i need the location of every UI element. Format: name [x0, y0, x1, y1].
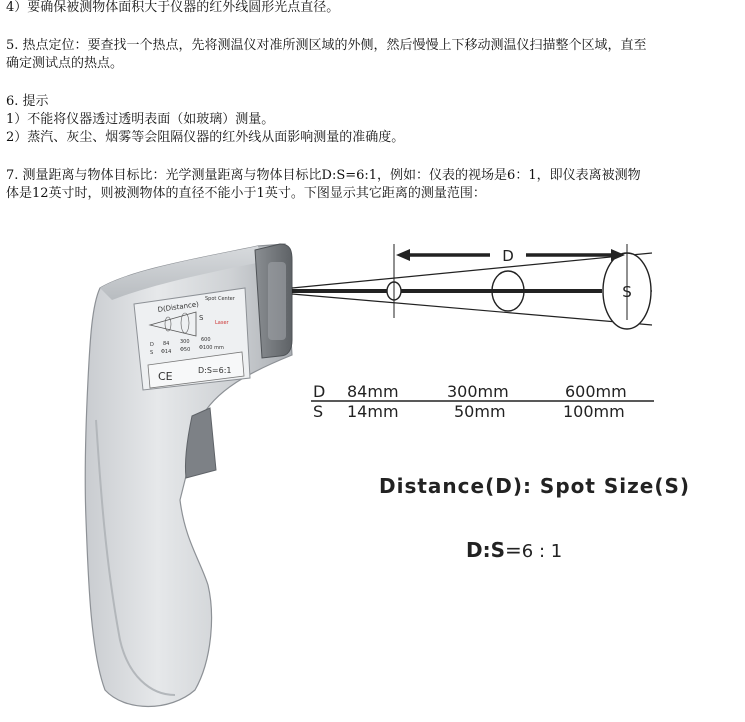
table-s-100: 100mm: [563, 402, 625, 421]
table-d-600: 600mm: [565, 382, 627, 401]
label-s-mark: S: [199, 314, 204, 322]
d-dimension-label: D: [502, 247, 514, 265]
label-distance: D(Distance): [157, 300, 200, 314]
label-d-row-0: D: [150, 342, 154, 348]
label-s-row-2: Φ50: [180, 347, 191, 353]
item-6-2: 2）蒸汽、灰尘、烟雾等会阻隔仪器的红外线从面影响测量的准确度。: [6, 130, 405, 145]
table-d-header: D: [313, 382, 326, 401]
distance-spot-caption: Distance(D): Spot Size(S): [379, 474, 691, 498]
table-s-14: 14mm: [347, 402, 399, 421]
label-s-row-0: S: [150, 350, 154, 356]
table-s-header: S: [313, 402, 324, 421]
table-s-50: 50mm: [454, 402, 506, 421]
item-7-line-1: 7. 测量距离与物体目标比：光学测量距离与物体目标比D:S=6:1，例如：仪表的视场是6：1，即仪表离被测物: [6, 168, 641, 183]
table-d-300: 300mm: [447, 382, 509, 401]
item-4: 4）要确保被测物体面积大于仪器的红外线圆形光点直径。: [6, 0, 340, 15]
label-spot-center: Spot Center: [205, 296, 235, 302]
item-6-title: 6. 提示: [6, 94, 49, 109]
item-5-line-1: 5. 热点定位：要查找一个热点，先将测温仪对准所测区域的外侧，然后慢慢上下移动测温仪扫描整个区域，直至: [6, 38, 647, 53]
item-7-line-2: 体是12英寸时，则被测物体的直径不能小于1英寸。下图显示其它距离的测量范围：: [6, 186, 486, 201]
table-d-84: 84mm: [347, 382, 399, 401]
item-5-line-2: 确定测试点的热点。: [6, 56, 124, 71]
label-d-row-1: 84: [163, 341, 170, 347]
s-spot-label: S: [622, 283, 632, 301]
label-s-row-3: Φ100 mm: [199, 345, 224, 351]
label-d-row-3: 600: [201, 337, 211, 343]
label-ce: CE: [158, 370, 173, 383]
ratio-label: [466, 538, 562, 562]
optical-cone: [292, 244, 652, 329]
ratio-prefix: D:S: [466, 538, 506, 562]
distance-spot-table: [311, 382, 654, 421]
ratio-eq: =: [505, 538, 522, 562]
item-6-1: 1）不能将仪器透过透明表面（如玻璃）测量。: [6, 112, 275, 127]
ratio-value: 6 : 1: [521, 541, 563, 562]
label-d-row-2: 300: [180, 339, 190, 345]
label-laser: Laser: [215, 320, 229, 326]
label-s-row-1: Φ14: [161, 349, 172, 355]
label-ratio: D:S=6:1: [198, 366, 232, 375]
device-label: [134, 288, 250, 390]
